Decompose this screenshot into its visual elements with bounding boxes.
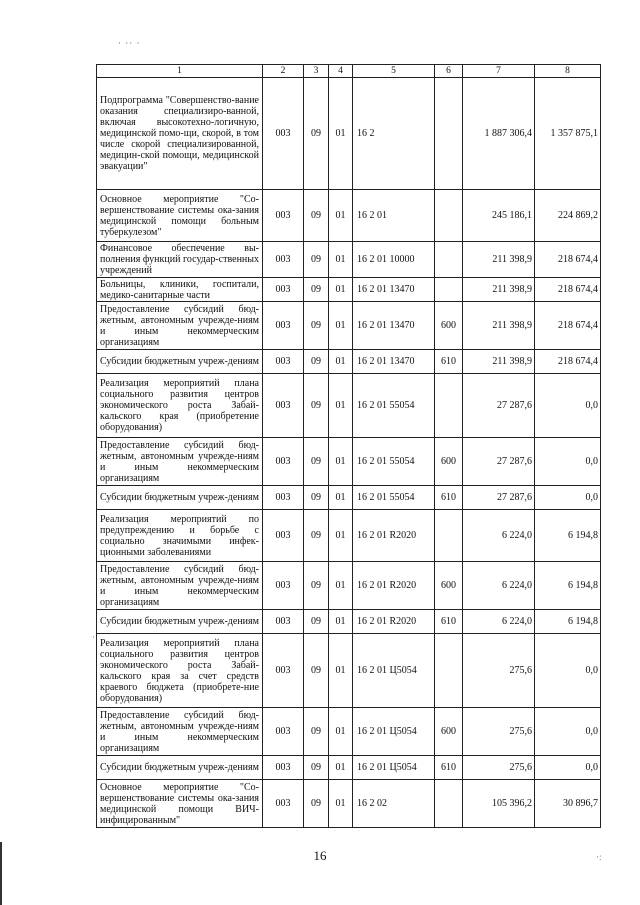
amount-year-1: 6 224,0 xyxy=(463,562,535,610)
expense-type-code: 600 xyxy=(435,438,463,486)
section-code: 09 xyxy=(304,562,329,610)
amount-year-2: 6 194,8 xyxy=(535,510,601,562)
target-article-code: 16 2 01 xyxy=(353,190,435,242)
amount-year-2: 0,0 xyxy=(535,438,601,486)
table-row xyxy=(97,350,601,374)
expense-type-code: 600 xyxy=(435,562,463,610)
amount-year-1: 275,6 xyxy=(463,634,535,708)
row-name: Предоставление субсидий бюд-жетным, автономным учрежде-ниям и иным некоммерческим организациям xyxy=(97,438,263,486)
scan-edge-line xyxy=(0,842,2,905)
target-article-code: 16 2 01 R2020 xyxy=(353,610,435,634)
row-name: Финансовое обеспечение вы-полнения функций государ-ственных учреждений xyxy=(97,242,263,278)
amount-year-2: 0,0 xyxy=(535,708,601,756)
amount-year-1: 275,6 xyxy=(463,708,535,756)
ministry-code: 003 xyxy=(263,78,304,190)
target-article-code: 16 2 01 10000 xyxy=(353,242,435,278)
expense-type-code xyxy=(435,780,463,828)
table-row xyxy=(97,374,601,438)
amount-year-2: 218 674,4 xyxy=(535,302,601,350)
table-row xyxy=(97,708,601,756)
column-header: 3 xyxy=(304,65,329,78)
expense-type-code: 610 xyxy=(435,756,463,780)
amount-year-1: 1 887 306,4 xyxy=(463,78,535,190)
target-article-code: 16 2 01 R2020 xyxy=(353,510,435,562)
ministry-code: 003 xyxy=(263,302,304,350)
table-row xyxy=(97,486,601,510)
amount-year-2: 1 357 875,1 xyxy=(535,78,601,190)
amount-year-2: 218 674,4 xyxy=(535,278,601,302)
expense-type-code xyxy=(435,190,463,242)
subsection-code: 01 xyxy=(329,610,353,634)
row-name: Реализация мероприятий по предупреждению и борьбе с социально значимыми инфек-ционными заболеваниями xyxy=(97,510,263,562)
ministry-code: 003 xyxy=(263,242,304,278)
subsection-code: 01 xyxy=(329,756,353,780)
subsection-code: 01 xyxy=(329,438,353,486)
amount-year-1: 211 398,9 xyxy=(463,278,535,302)
target-article-code: 16 2 xyxy=(353,78,435,190)
subsection-code: 01 xyxy=(329,634,353,708)
subsection-code: 01 xyxy=(329,278,353,302)
row-name: Субсидии бюджетным учреж-дениям xyxy=(97,486,263,510)
subsection-code: 01 xyxy=(329,78,353,190)
table-row xyxy=(97,756,601,780)
section-code: 09 xyxy=(304,242,329,278)
subsection-code: 01 xyxy=(329,302,353,350)
row-name: Предоставление субсидий бюд-жетным, автономным учрежде-ниям и иным некоммерческим организациям xyxy=(97,708,263,756)
amount-year-2: 0,0 xyxy=(535,634,601,708)
ministry-code: 003 xyxy=(263,610,304,634)
column-header: 6 xyxy=(435,65,463,78)
target-article-code: 16 2 01 13470 xyxy=(353,278,435,302)
table-row xyxy=(97,278,601,302)
column-header: 7 xyxy=(463,65,535,78)
subsection-code: 01 xyxy=(329,780,353,828)
amount-year-1: 105 396,2 xyxy=(463,780,535,828)
row-name: Реализация мероприятий плана социального развития центров экономического роста Забай-кальского края за счет средств краевого бюджета (приобрете-ние оборудования) xyxy=(97,634,263,708)
column-header: 1 xyxy=(97,65,263,78)
ministry-code: 003 xyxy=(263,756,304,780)
target-article-code: 16 2 01 55054 xyxy=(353,486,435,510)
subsection-code: 01 xyxy=(329,486,353,510)
row-name: Субсидии бюджетным учреж-дениям xyxy=(97,350,263,374)
table-row xyxy=(97,610,601,634)
amount-year-2: 218 674,4 xyxy=(535,242,601,278)
expense-type-code: 600 xyxy=(435,302,463,350)
section-code: 09 xyxy=(304,610,329,634)
section-code: 09 xyxy=(304,486,329,510)
section-code: 09 xyxy=(304,634,329,708)
table-row xyxy=(97,302,601,350)
scan-speck: · xyxy=(92,632,95,642)
ministry-code: 003 xyxy=(263,510,304,562)
expense-type-code: 600 xyxy=(435,708,463,756)
table-row xyxy=(97,634,601,708)
subsection-code: 01 xyxy=(329,374,353,438)
subsection-code: 01 xyxy=(329,190,353,242)
column-header: 4 xyxy=(329,65,353,78)
expense-type-code: 610 xyxy=(435,350,463,374)
table-row xyxy=(97,562,601,610)
section-code: 09 xyxy=(304,756,329,780)
table-row xyxy=(97,242,601,278)
ministry-code: 003 xyxy=(263,374,304,438)
section-code: 09 xyxy=(304,438,329,486)
expense-type-code: 610 xyxy=(435,486,463,510)
target-article-code: 16 2 01 55054 xyxy=(353,374,435,438)
table-row xyxy=(97,78,601,190)
amount-year-2: 30 896,7 xyxy=(535,780,601,828)
table-row xyxy=(97,438,601,486)
ministry-code: 003 xyxy=(263,634,304,708)
amount-year-2: 0,0 xyxy=(535,486,601,510)
target-article-code: 16 2 01 13470 xyxy=(353,350,435,374)
amount-year-1: 211 398,9 xyxy=(463,350,535,374)
subsection-code: 01 xyxy=(329,562,353,610)
row-name: Подпрограмма "Совершенство-вание оказания специализиро-ванной, включая высокотехно-логичную, медицинской помо-щи, скорой, в том числе скорой специализированной, медицин-ской помощи, медицинской эвакуации" xyxy=(97,78,263,190)
expense-type-code xyxy=(435,242,463,278)
target-article-code: 16 2 01 55054 xyxy=(353,438,435,486)
amount-year-2: 6 194,8 xyxy=(535,610,601,634)
amount-year-1: 211 398,9 xyxy=(463,242,535,278)
ministry-code: 003 xyxy=(263,562,304,610)
table-row xyxy=(97,510,601,562)
table-row xyxy=(97,780,601,828)
expense-type-code xyxy=(435,634,463,708)
amount-year-2: 6 194,8 xyxy=(535,562,601,610)
ministry-code: 003 xyxy=(263,350,304,374)
column-number-row xyxy=(97,65,601,78)
target-article-code: 16 2 01 Ц5054 xyxy=(353,756,435,780)
table-row xyxy=(97,190,601,242)
target-article-code: 16 2 01 Ц5054 xyxy=(353,634,435,708)
amount-year-1: 211 398,9 xyxy=(463,302,535,350)
target-article-code: 16 2 01 Ц5054 xyxy=(353,708,435,756)
section-code: 09 xyxy=(304,190,329,242)
ministry-code: 003 xyxy=(263,486,304,510)
section-code: 09 xyxy=(304,350,329,374)
amount-year-1: 275,6 xyxy=(463,756,535,780)
subsection-code: 01 xyxy=(329,242,353,278)
row-name: Основное мероприятие "Со-вершенствование системы ока-зания медицинской помощи ВИЧ-инфицированным" xyxy=(97,780,263,828)
amount-year-2: 0,0 xyxy=(535,374,601,438)
row-name: Больницы, клиники, госпитали, медико-санитарные части xyxy=(97,278,263,302)
amount-year-1: 245 186,1 xyxy=(463,190,535,242)
amount-year-2: 224 869,2 xyxy=(535,190,601,242)
row-name: Субсидии бюджетным учреж-дениям xyxy=(97,610,263,634)
row-name: Субсидии бюджетным учреж-дениям xyxy=(97,756,263,780)
row-name: Основное мероприятие "Со-вершенствование системы ока-зания медицинской помощи больным туберкулезом" xyxy=(97,190,263,242)
scan-speck: ·: xyxy=(596,852,602,862)
expense-type-code: 610 xyxy=(435,610,463,634)
target-article-code: 16 2 01 13470 xyxy=(353,302,435,350)
subsection-code: 01 xyxy=(329,350,353,374)
section-code: 09 xyxy=(304,510,329,562)
column-header: 8 xyxy=(535,65,601,78)
row-name: Предоставление субсидий бюд-жетным, автономным учрежде-ниям и иным некоммерческим организациям xyxy=(97,562,263,610)
amount-year-1: 27 287,6 xyxy=(463,486,535,510)
section-code: 09 xyxy=(304,78,329,190)
amount-year-2: 0,0 xyxy=(535,756,601,780)
ministry-code: 003 xyxy=(263,708,304,756)
page-number: 16 xyxy=(313,848,327,863)
subsection-code: 01 xyxy=(329,510,353,562)
expense-type-code xyxy=(435,374,463,438)
target-article-code: 16 2 01 R2020 xyxy=(353,562,435,610)
amount-year-1: 27 287,6 xyxy=(463,374,535,438)
section-code: 09 xyxy=(304,780,329,828)
section-code: 09 xyxy=(304,302,329,350)
ministry-code: 003 xyxy=(263,438,304,486)
target-article-code: 16 2 02 xyxy=(353,780,435,828)
ministry-code: 003 xyxy=(263,780,304,828)
amount-year-2: 218 674,4 xyxy=(535,350,601,374)
section-code: 09 xyxy=(304,708,329,756)
column-header: 2 xyxy=(263,65,304,78)
expense-type-code xyxy=(435,278,463,302)
amount-year-1: 6 224,0 xyxy=(463,510,535,562)
ministry-code: 003 xyxy=(263,190,304,242)
ministry-code: 003 xyxy=(263,278,304,302)
budget-table xyxy=(96,64,601,828)
amount-year-1: 6 224,0 xyxy=(463,610,535,634)
section-code: 09 xyxy=(304,374,329,438)
amount-year-1: 27 287,6 xyxy=(463,438,535,486)
subsection-code: 01 xyxy=(329,708,353,756)
row-name: Реализация мероприятий плана социального развития центров экономического роста Забай-кальского края (приобретение оборудования) xyxy=(97,374,263,438)
expense-type-code xyxy=(435,510,463,562)
column-header: 5 xyxy=(353,65,435,78)
expense-type-code xyxy=(435,78,463,190)
scan-mark: · ·· · xyxy=(118,38,141,48)
row-name: Предоставление субсидий бюд-жетным, автономным учрежде-ниям и иным некоммерческим организациям xyxy=(97,302,263,350)
section-code: 09 xyxy=(304,278,329,302)
